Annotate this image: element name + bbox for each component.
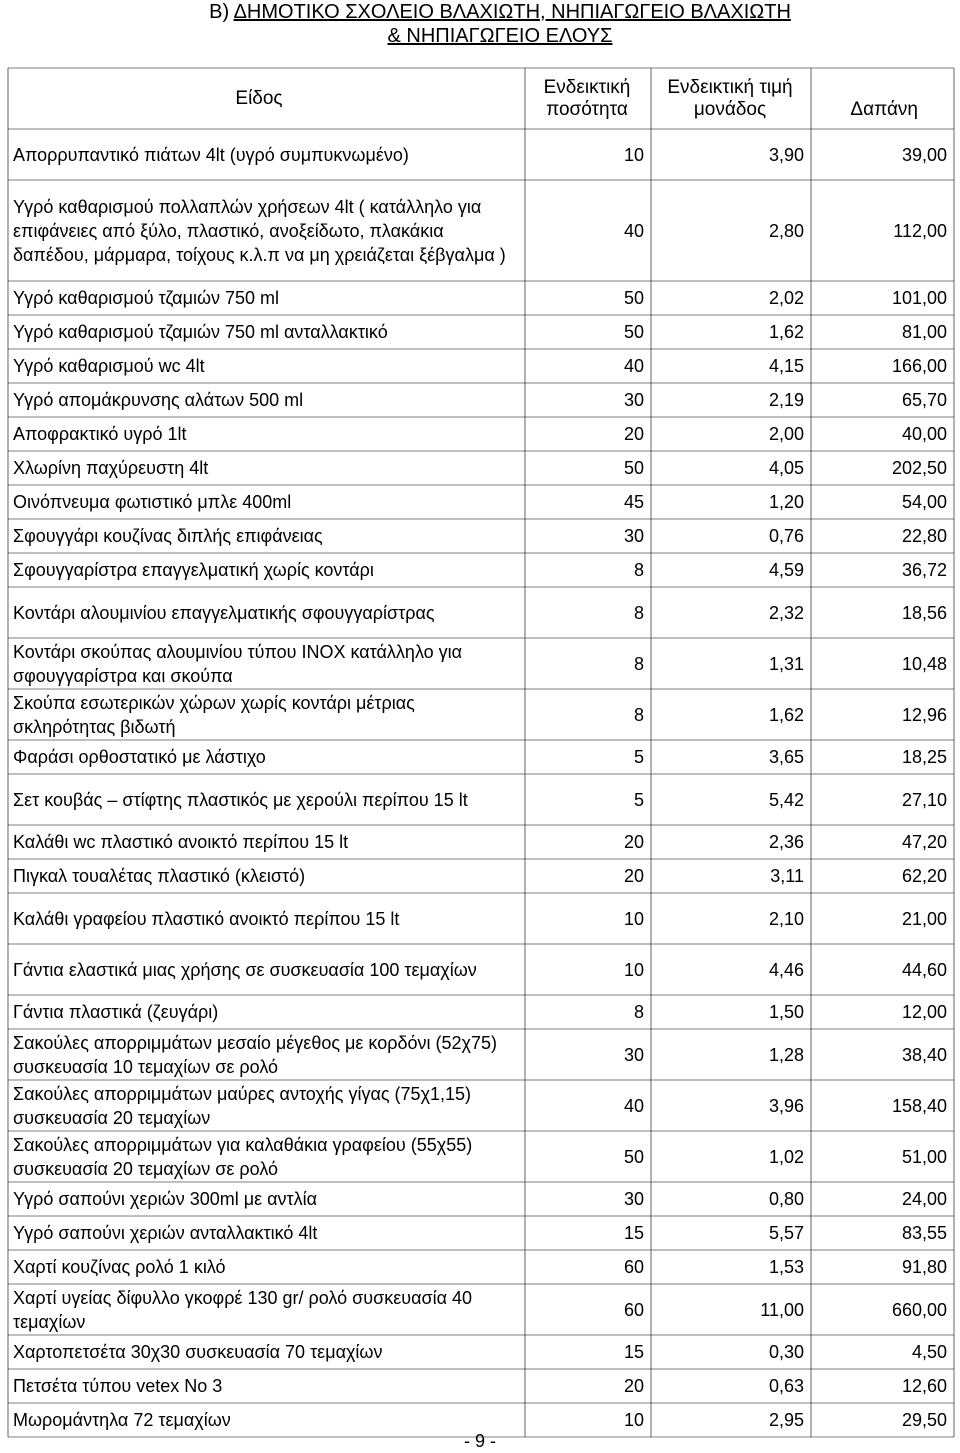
item-cell: Καλάθι γραφείου πλαστικό ανοικτό περίπου 15 lt — [13, 908, 400, 929]
table-row — [8, 944, 954, 995]
table-row — [8, 638, 954, 689]
cost-cell: 51,00 — [901, 1146, 947, 1167]
cost-cell: 10,48 — [901, 653, 947, 674]
table-row — [8, 315, 954, 349]
item-cell: Σακούλες απορριμμάτων μαύρες αντοχής γίγας (75χ1,15) συσκευασία 20 τεμαχίων — [13, 1083, 472, 1128]
unit-price-cell: 0,63 — [768, 1376, 804, 1396]
quantity-cell: 60 — [623, 1299, 644, 1320]
item-cell: Σφουγγάρι κουζίνας διπλής επιφάνειας — [13, 526, 323, 546]
heading-title-2: & ΝΗΠΙΑΓΩΓΕΙΟ ΕΛΟΥΣ — [387, 25, 613, 47]
cost-cell: 4,50 — [911, 1342, 947, 1362]
item-cell: Υγρό σαπούνι χεριών 300ml με αντλία — [13, 1189, 318, 1209]
item-cell: Φαράσι ορθοστατικό με λάστιχο — [13, 747, 266, 767]
item-cell: Γάντια πλαστικά (ζευγάρι) — [13, 1002, 219, 1022]
unit-price-cell: 1,50 — [768, 1002, 804, 1022]
table-row — [8, 553, 954, 587]
item-cell: Αποφρακτικό υγρό 1lt — [13, 424, 187, 444]
unit-price-cell: 3,90 — [768, 144, 804, 165]
table-row — [8, 689, 954, 740]
cost-cell: 47,20 — [901, 832, 947, 852]
quantity-cell: 40 — [623, 356, 644, 376]
quantity-cell: 50 — [623, 458, 644, 478]
cost-cell: 62,20 — [901, 866, 947, 886]
quantity-cell: 8 — [633, 602, 644, 623]
item-cell: Υγρό απομάκρυνσης αλάτων 500 ml — [13, 390, 304, 410]
cost-cell: 166,00 — [891, 356, 947, 376]
unit-price-cell: 2,32 — [768, 602, 804, 623]
item-cell: Σακούλες απορριμμάτων μεσαίο μέγεθος με κορδόνι (52χ75) συσκευασία 10 τεμαχίων σε ρολό — [13, 1032, 497, 1077]
cost-cell: 660,00 — [891, 1299, 947, 1320]
unit-price-cell: 2,19 — [768, 390, 804, 410]
unit-price-cell: 4,46 — [768, 959, 804, 980]
cost-cell: 36,72 — [901, 560, 947, 580]
unit-price-cell: 1,62 — [768, 322, 804, 342]
quantity-cell: 10 — [623, 908, 644, 929]
quantity-cell: 40 — [623, 220, 644, 241]
item-cell: Πιγκαλ τουαλέτας πλαστικό (κλειστό) — [13, 866, 306, 886]
quantity-cell: 45 — [623, 492, 644, 512]
table-row — [8, 1131, 954, 1182]
item-cell: Υγρό σαπούνι χεριών ανταλλακτικό 4lt — [13, 1223, 318, 1243]
table-row — [8, 451, 954, 485]
item-cell: Μωρομάντηλα 72 τεμαχίων — [13, 1410, 231, 1430]
unit-price-cell: 2,02 — [768, 288, 804, 308]
unit-price-cell: 1,02 — [768, 1146, 804, 1167]
quantity-cell: 5 — [633, 747, 644, 767]
cost-cell: 21,00 — [901, 908, 947, 929]
table-row — [8, 129, 954, 180]
quantity-cell: 50 — [623, 1146, 644, 1167]
quantity-cell: 15 — [623, 1223, 644, 1243]
item-cell: Υγρό καθαρισμού wc 4lt — [13, 356, 205, 376]
quantity-cell: 8 — [633, 653, 644, 674]
cost-cell: 18,25 — [901, 747, 947, 767]
table-row — [8, 774, 954, 825]
item-cell: Πετσέτα τύπου vetex No 3 — [13, 1376, 223, 1396]
page-number: - 9 - — [463, 1431, 496, 1451]
cost-cell: 12,96 — [901, 704, 947, 725]
heading-line-2 — [0, 24, 960, 48]
item-cell: Σκούπα εσωτερικών χώρων χωρίς κοντάρι μέτριας σκληρότητας βιδωτή — [13, 692, 415, 737]
cost-cell: 38,40 — [901, 1044, 947, 1065]
unit-price-cell: 0,80 — [768, 1189, 804, 1209]
table-row — [8, 519, 954, 553]
quantity-cell: 50 — [623, 322, 644, 342]
table-row — [8, 1250, 954, 1284]
item-cell: Κοντάρι αλουμινίου επαγγελματικής σφουγγαρίστρας — [13, 602, 435, 623]
cost-cell: 81,00 — [901, 322, 947, 342]
unit-price-cell: 5,42 — [768, 789, 804, 810]
heading-line-1 — [0, 0, 960, 24]
cost-cell: 101,00 — [891, 288, 947, 308]
item-cell: Υγρό καθαρισμού τζαμιών 750 ml — [13, 288, 280, 308]
header-unit-price: Ενδεικτική τιμή μονάδος — [667, 76, 793, 120]
cost-cell: 83,55 — [901, 1223, 947, 1243]
table-row — [8, 281, 954, 315]
cost-cell: 91,80 — [901, 1257, 947, 1277]
item-cell: Υγρό καθαρισμού πολλαπλών χρήσεων 4lt ( κατάλληλο για επιφάνειες από ξύλο, πλαστικό, ανοξείδωτο, πλακάκια δαπέδου, μάρμαρα, τοίχους κ.λ.π να μη χρειάζεται ξέβγαλμα ) — [13, 196, 506, 265]
quantity-cell: 20 — [623, 866, 644, 886]
cost-cell: 54,00 — [901, 492, 947, 512]
unit-price-cell: 2,80 — [768, 220, 804, 241]
table-row — [8, 1080, 954, 1131]
price-table — [8, 68, 954, 1437]
unit-price-cell: 4,05 — [768, 458, 804, 478]
unit-price-cell: 2,95 — [768, 1410, 804, 1430]
cost-cell: 39,00 — [901, 144, 947, 165]
cost-cell: 29,50 — [901, 1410, 947, 1430]
unit-price-cell: 1,62 — [768, 704, 804, 725]
table-row — [8, 417, 954, 451]
unit-price-cell: 2,00 — [768, 424, 804, 444]
cost-cell: 65,70 — [901, 390, 947, 410]
quantity-cell: 30 — [623, 1044, 644, 1065]
unit-price-cell: 1,28 — [768, 1044, 804, 1065]
unit-price-cell: 1,53 — [768, 1257, 804, 1277]
table-row — [8, 1182, 954, 1216]
quantity-cell: 30 — [623, 526, 644, 546]
table-row — [8, 1335, 954, 1369]
header-cost: Δαπάνη — [850, 99, 918, 120]
item-cell: Καλάθι wc πλαστικό ανοικτό περίπου 15 lt — [13, 832, 349, 852]
table-row — [8, 995, 954, 1029]
item-cell: Υγρό καθαρισμού τζαμιών 750 ml ανταλλακτικό — [13, 322, 388, 342]
table-row — [8, 1216, 954, 1250]
table-row — [8, 1029, 954, 1080]
table-header-row — [8, 68, 954, 129]
quantity-cell: 10 — [623, 1410, 644, 1430]
item-cell: Σφουγγαρίστρα επαγγελματική χωρίς κοντάρι — [13, 560, 374, 580]
unit-price-cell: 0,30 — [768, 1342, 804, 1362]
quantity-cell: 60 — [623, 1257, 644, 1277]
item-cell: Χαρτί υγείας δίφυλλο γκοφρέ 130 gr/ ρολό συσκευασία 40 τεμαχίων — [13, 1287, 473, 1332]
cost-cell: 22,80 — [901, 526, 947, 546]
item-cell: Γάντια ελαστικά μιας χρήσης σε συσκευασία 100 τεμαχίων — [13, 959, 477, 980]
quantity-cell: 30 — [623, 390, 644, 410]
quantity-cell: 15 — [623, 1342, 644, 1362]
table-row — [8, 1369, 954, 1403]
table-row — [8, 383, 954, 417]
cost-cell: 27,10 — [901, 789, 947, 810]
table-row — [8, 740, 954, 774]
table-row — [8, 180, 954, 281]
quantity-cell: 8 — [633, 560, 644, 580]
table-row — [8, 349, 954, 383]
quantity-cell: 8 — [633, 1002, 644, 1022]
unit-price-cell: 3,96 — [768, 1095, 804, 1116]
quantity-cell: 40 — [623, 1095, 644, 1116]
quantity-cell: 20 — [623, 1376, 644, 1396]
unit-price-cell: 4,59 — [768, 560, 804, 580]
unit-price-cell: 3,65 — [768, 747, 804, 767]
unit-price-cell: 4,15 — [768, 356, 804, 376]
cost-cell: 44,60 — [901, 959, 947, 980]
item-cell: Χαρτοπετσέτα 30χ30 συσκευασία 70 τεμαχίων — [13, 1342, 383, 1362]
unit-price-cell: 3,11 — [770, 866, 804, 886]
cost-cell: 40,00 — [901, 424, 947, 444]
quantity-cell: 5 — [633, 789, 644, 810]
quantity-cell: 20 — [623, 424, 644, 444]
item-cell: Χαρτί κουζίνας ρολό 1 κιλό — [13, 1257, 226, 1277]
item-cell: Οινόπνευμα φωτιστικό μπλε 400ml — [13, 492, 292, 512]
unit-price-cell: 2,36 — [768, 832, 804, 852]
header-quantity: Ενδεικτική ποσότητα — [543, 76, 631, 120]
item-cell: Σακούλες απορριμμάτων για καλαθάκια γραφείου (55χ55) συσκευασία 20 τεμαχίων σε ρολό — [13, 1134, 473, 1179]
cost-cell: 12,00 — [901, 1002, 947, 1022]
item-cell: Κοντάρι σκούπας αλουμινίου τύπου ΙΝΟΧ κατάλληλο για σφουγγαρίστρα και σκούπα — [13, 641, 463, 686]
item-cell: Σετ κουβάς – στίφτης πλαστικός με χερούλι περίπου 15 lt — [13, 789, 468, 810]
unit-price-cell: 0,76 — [768, 526, 804, 546]
quantity-cell: 30 — [623, 1189, 644, 1209]
header-item: Είδος — [235, 87, 283, 109]
quantity-cell: 10 — [623, 144, 644, 165]
item-cell: Χλωρίνη παχύρευστη 4lt — [13, 458, 209, 478]
table-row — [8, 859, 954, 893]
quantity-cell: 10 — [623, 959, 644, 980]
unit-price-cell: 11,00 — [760, 1299, 804, 1320]
table-row — [8, 893, 954, 944]
quantity-cell: 50 — [623, 288, 644, 308]
cost-cell: 18,56 — [901, 602, 947, 623]
unit-price-cell: 1,31 — [768, 653, 804, 674]
item-cell: Απορρυπαντικό πιάτων 4lt (υγρό συμπυκνωμένο) — [13, 144, 409, 165]
unit-price-cell: 2,10 — [768, 908, 804, 929]
cost-cell: 158,40 — [891, 1095, 947, 1116]
cost-cell: 24,00 — [901, 1189, 947, 1209]
heading-prefix: Β) — [209, 1, 234, 23]
unit-price-cell: 1,20 — [768, 492, 804, 512]
cost-cell: 112,00 — [893, 220, 947, 241]
table-row — [8, 485, 954, 519]
quantity-cell: 8 — [633, 704, 644, 725]
quantity-cell: 20 — [623, 832, 644, 852]
table-row — [8, 587, 954, 638]
cost-cell: 202,50 — [891, 458, 947, 478]
unit-price-cell: 5,57 — [768, 1223, 804, 1243]
table-row — [8, 825, 954, 859]
table-row — [8, 1284, 954, 1335]
heading-title-1: ΔΗΜΟΤΙΚΟ ΣΧΟΛΕΙΟ ΒΛΑΧΙΩΤΗ, ΝΗΠΙΑΓΩΓΕΙΟ ΒΛΑΧΙΩΤΗ — [233, 1, 791, 23]
cost-cell: 12,60 — [901, 1376, 947, 1396]
